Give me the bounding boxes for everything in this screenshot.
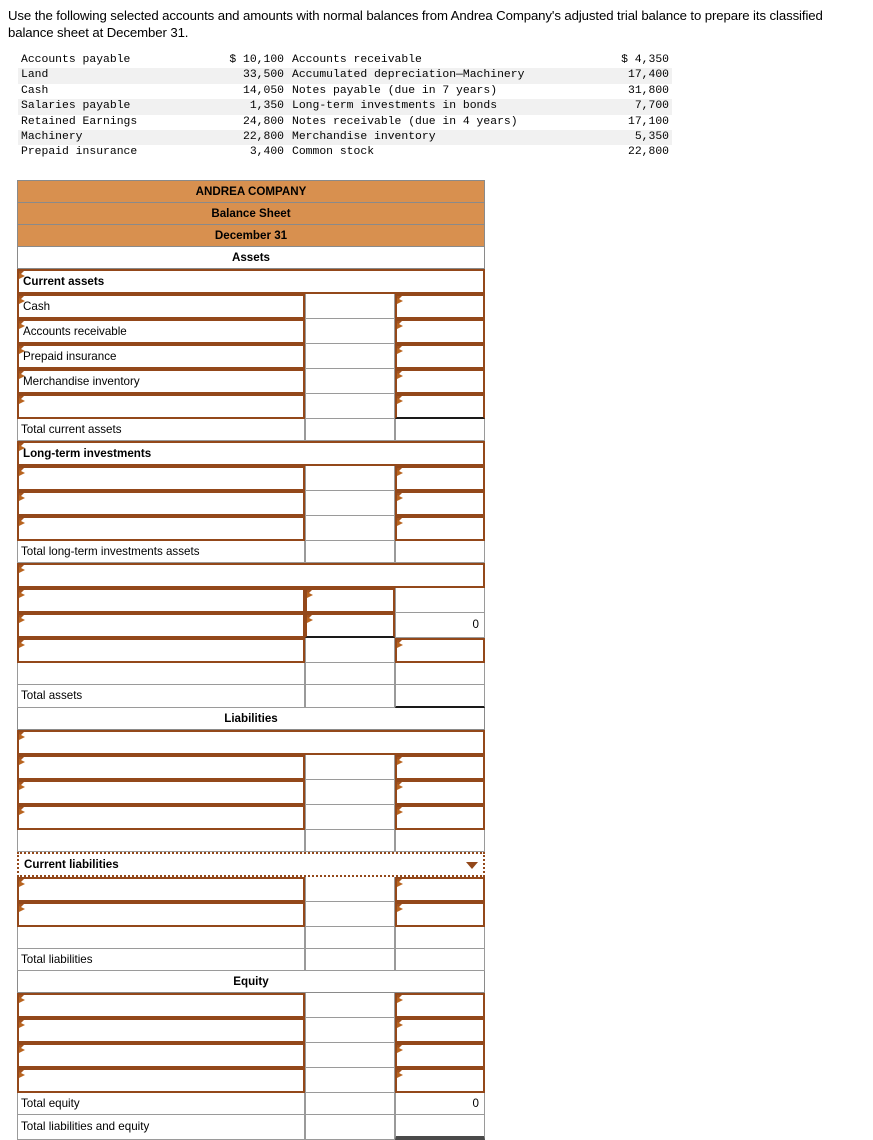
- investment-line-amount-col3[interactable]: [395, 491, 485, 516]
- total-current-assets-col3: [395, 419, 485, 441]
- account-amount-right: 7,700: [592, 99, 672, 114]
- investment-line-amount-col3[interactable]: [395, 466, 485, 491]
- account-name-left: Retained Earnings: [21, 115, 138, 128]
- asset-line-amount-col3[interactable]: [395, 369, 485, 394]
- table-row[interactable]: [17, 1018, 485, 1043]
- account-amount-left: 24,800: [242, 115, 284, 128]
- table-row: [18, 130, 672, 145]
- total-liabilities-label: Total liabilities: [17, 949, 305, 971]
- account-name-right: Merchandise inventory: [289, 130, 592, 145]
- question-prompt: [0, 0, 873, 41]
- table-row[interactable]: [17, 491, 485, 516]
- spacer-col2: [305, 927, 395, 949]
- spacer-col2: [305, 663, 395, 685]
- account-name-left: Prepaid insurance: [21, 146, 138, 159]
- total-long-term-investments-col2: [305, 541, 395, 563]
- total-liabilities-and-equity-row: [17, 1115, 485, 1140]
- total-assets-label: Total assets: [17, 685, 305, 708]
- balance-sheet-table: [17, 180, 485, 1140]
- total-liabilities-col3: [395, 949, 485, 971]
- liability-line-amount-col3[interactable]: [395, 805, 485, 830]
- equity-line-amount-col3[interactable]: [395, 1068, 485, 1093]
- total-current-assets-row: [17, 419, 485, 441]
- spacer-col3: [395, 927, 485, 949]
- asset-line-amount-col2[interactable]: [305, 294, 395, 319]
- total-liabilities-col2: [305, 949, 395, 971]
- liabilities-group-label-input[interactable]: [17, 730, 485, 755]
- total-liabilities-and-equity-label: Total liabilities and equity: [17, 1115, 305, 1140]
- balance-sheet-form: [17, 180, 485, 1140]
- account-amount-left: 1,350: [206, 99, 289, 114]
- account-amount-left: $ 10,100: [229, 54, 284, 66]
- table-row[interactable]: [17, 394, 485, 419]
- investment-line-label-input[interactable]: [17, 466, 305, 491]
- equity-line-amount-col3[interactable]: [395, 1018, 485, 1043]
- asset-line-label-input[interactable]: Merchandise inventory: [17, 369, 305, 394]
- statement-date: December 31: [17, 224, 485, 247]
- account-name-left: Land: [18, 68, 206, 83]
- assets-section-header: Assets: [17, 247, 485, 269]
- plant-line-amount-col3[interactable]: [395, 638, 485, 663]
- trial-balance-body: [18, 53, 672, 161]
- equity-line-amount-col3[interactable]: [395, 993, 485, 1018]
- equity-line-label-input[interactable]: [17, 1018, 305, 1043]
- account-amount-right: 17,100: [627, 115, 669, 128]
- equity-line-label-input[interactable]: [17, 1068, 305, 1093]
- liabilities-section-row: [17, 708, 485, 730]
- plant-line-label-input[interactable]: [17, 588, 305, 613]
- table-row[interactable]: [17, 755, 485, 780]
- plant-line-amount-col2[interactable]: [305, 588, 395, 613]
- account-name-right: Common stock: [292, 146, 375, 159]
- liability-line-amount-col3[interactable]: [395, 755, 485, 780]
- spacer-col3: [395, 830, 485, 852]
- total-current-assets-col2: [305, 419, 395, 441]
- current-assets-label-input[interactable]: Current assets: [17, 269, 485, 294]
- table-row: [18, 145, 672, 160]
- total-liabilities-and-equity-col3: [395, 1115, 485, 1140]
- total-long-term-investments-col3: [395, 541, 485, 563]
- equity-line-amount-col2[interactable]: [305, 1043, 395, 1068]
- statement-name: Balance Sheet: [17, 202, 485, 224]
- current-liability-line-label-input[interactable]: [17, 877, 305, 902]
- table-row[interactable]: [17, 369, 485, 394]
- equity-line-amount-col2[interactable]: [305, 1018, 395, 1043]
- table-row[interactable]: [17, 516, 485, 541]
- account-amount-left: 14,050: [242, 84, 284, 97]
- prompt-text: Use the following selected accounts and amounts with normal balances from Andrea Company's adjusted trial balance to prepare its classified balance sheet at December 31.: [8, 8, 823, 40]
- company-title-row: [17, 180, 485, 202]
- current-liabilities-dropdown-row[interactable]: [17, 852, 485, 877]
- table-row: [18, 99, 672, 114]
- investment-line-label-input[interactable]: [17, 516, 305, 541]
- total-equity-col3: 0: [395, 1093, 485, 1115]
- asset-line-label-input[interactable]: [17, 394, 305, 419]
- plant-line-amount-col2[interactable]: [305, 613, 395, 638]
- equity-line-amount-col2[interactable]: [305, 993, 395, 1018]
- total-equity-label: Total equity: [17, 1093, 305, 1115]
- table-row[interactable]: [17, 638, 485, 663]
- table-row: [18, 115, 672, 130]
- liability-line-amount-col2[interactable]: [305, 755, 395, 780]
- plant-line-label-input[interactable]: [17, 613, 305, 638]
- table-row[interactable]: [17, 344, 485, 369]
- account-name-right: Accounts receivable: [292, 54, 422, 66]
- table-row[interactable]: [17, 588, 485, 613]
- plant-line-amount-col3[interactable]: [395, 588, 485, 613]
- total-assets-col2: [305, 685, 395, 708]
- liability-line-amount-col2[interactable]: [305, 780, 395, 805]
- spacer-row: [17, 663, 485, 685]
- total-liabilities-row: [17, 949, 485, 971]
- table-row[interactable]: [17, 466, 485, 491]
- long-term-investments-label-input[interactable]: Long-term investments: [17, 441, 485, 466]
- liability-line-amount-col2[interactable]: [305, 805, 395, 830]
- current-assets-header-row[interactable]: [17, 269, 485, 294]
- plant-assets-header-row[interactable]: [17, 563, 485, 588]
- table-row[interactable]: [17, 613, 485, 638]
- equity-section-header: Equity: [17, 971, 485, 993]
- table-row[interactable]: [17, 805, 485, 830]
- asset-line-label-input[interactable]: Cash: [17, 294, 305, 319]
- investment-line-amount-col2[interactable]: [305, 491, 395, 516]
- trial-balance-table: [18, 53, 672, 161]
- plant-line-subtotal-col3: 0: [395, 613, 485, 638]
- account-amount-right: 31,800: [627, 84, 669, 97]
- table-row: [18, 68, 672, 83]
- account-name-right: Notes payable (due in 7 years): [292, 84, 498, 97]
- investment-line-label-input[interactable]: [17, 491, 305, 516]
- spacer-row: [17, 830, 485, 852]
- investment-line-amount-col3[interactable]: [395, 516, 485, 541]
- asset-line-amount-col3[interactable]: [395, 319, 485, 344]
- table-row[interactable]: [17, 294, 485, 319]
- account-amount-right: 22,800: [627, 146, 669, 159]
- table-row[interactable]: [17, 993, 485, 1018]
- spacer-col1: [17, 663, 305, 685]
- liability-line-amount-col3[interactable]: [395, 780, 485, 805]
- account-amount-left: 3,400: [249, 146, 284, 159]
- current-liability-line-label-input[interactable]: [17, 902, 305, 927]
- spacer-col1: [17, 927, 305, 949]
- account-name-left: Cash: [21, 84, 49, 97]
- table-row[interactable]: [17, 902, 485, 927]
- liability-line-label-input[interactable]: [17, 805, 305, 830]
- account-name-left: Accounts payable: [21, 54, 131, 66]
- spacer-col1: [17, 830, 305, 852]
- plant-line-amount-col2[interactable]: [305, 638, 395, 663]
- current-liabilities-selected-value: Current liabilities: [24, 857, 119, 871]
- total-liabilities-and-equity-col2: [305, 1115, 395, 1140]
- liabilities-section-header: Liabilities: [17, 708, 485, 730]
- total-assets-col3: [395, 685, 485, 708]
- current-liability-line-amount-col2[interactable]: [305, 902, 395, 927]
- account-amount-right: $ 4,350: [621, 54, 669, 66]
- table-row: [18, 84, 672, 99]
- asset-line-amount-col2[interactable]: [305, 369, 395, 394]
- equity-line-amount-col3[interactable]: [395, 1043, 485, 1068]
- account-name-left: Machinery: [18, 130, 206, 145]
- account-name-right: Long-term investments in bonds: [289, 99, 592, 114]
- statement-date-row: [17, 224, 485, 247]
- asset-line-amount-col3[interactable]: [395, 344, 485, 369]
- account-name-right: Accumulated depreciation—Machinery: [289, 68, 592, 83]
- account-amount-right: 5,350: [592, 130, 672, 145]
- asset-line-label-input[interactable]: Accounts receivable: [17, 319, 305, 344]
- asset-line-amount-col3[interactable]: [395, 294, 485, 319]
- account-name-left: Salaries payable: [18, 99, 206, 114]
- long-term-investments-header-row[interactable]: [17, 441, 485, 466]
- spacer-col2: [305, 830, 395, 852]
- chevron-down-icon[interactable]: [466, 862, 478, 869]
- plant-line-label-input[interactable]: [17, 638, 305, 663]
- investment-line-amount-col2[interactable]: [305, 516, 395, 541]
- assets-section-row: [17, 247, 485, 269]
- liability-line-label-input[interactable]: [17, 780, 305, 805]
- table-row: [18, 53, 672, 68]
- equity-line-label-input[interactable]: [17, 1043, 305, 1068]
- liabilities-header-row[interactable]: [17, 730, 485, 755]
- asset-line-amount-col3[interactable]: [395, 394, 485, 419]
- account-name-right: Notes receivable (due in 4 years): [292, 115, 518, 128]
- asset-line-amount-col2[interactable]: [305, 344, 395, 369]
- current-liabilities-select[interactable]: [17, 852, 485, 877]
- total-long-term-investments-label: Total long-term investments assets: [17, 541, 305, 563]
- table-row[interactable]: [17, 780, 485, 805]
- total-long-term-investments-row: [17, 541, 485, 563]
- table-row[interactable]: [17, 1043, 485, 1068]
- equity-line-label-input[interactable]: [17, 993, 305, 1018]
- account-amount-left: 33,500: [206, 68, 289, 83]
- table-row[interactable]: [17, 319, 485, 344]
- spacer-col3: [395, 663, 485, 685]
- asset-line-amount-col2[interactable]: [305, 394, 395, 419]
- table-row[interactable]: [17, 1068, 485, 1093]
- company-name: ANDREA COMPANY: [17, 180, 485, 202]
- current-liability-line-amount-col3[interactable]: [395, 902, 485, 927]
- liability-line-label-input[interactable]: [17, 755, 305, 780]
- current-liability-line-amount-col3[interactable]: [395, 877, 485, 902]
- equity-section-row: [17, 971, 485, 993]
- account-amount-right: 17,400: [592, 68, 672, 83]
- total-equity-row: [17, 1093, 485, 1115]
- equity-line-amount-col2[interactable]: [305, 1068, 395, 1093]
- current-liability-line-amount-col2[interactable]: [305, 877, 395, 902]
- total-current-assets-label: Total current assets: [17, 419, 305, 441]
- account-amount-left: 22,800: [206, 130, 289, 145]
- investment-line-amount-col2[interactable]: [305, 466, 395, 491]
- statement-title-row: [17, 202, 485, 224]
- asset-line-label-input[interactable]: Prepaid insurance: [17, 344, 305, 369]
- table-row[interactable]: [17, 877, 485, 902]
- plant-assets-label-input[interactable]: [17, 563, 485, 588]
- total-equity-col2: [305, 1093, 395, 1115]
- asset-line-amount-col2[interactable]: [305, 319, 395, 344]
- total-assets-row: [17, 685, 485, 708]
- spacer-row: [17, 927, 485, 949]
